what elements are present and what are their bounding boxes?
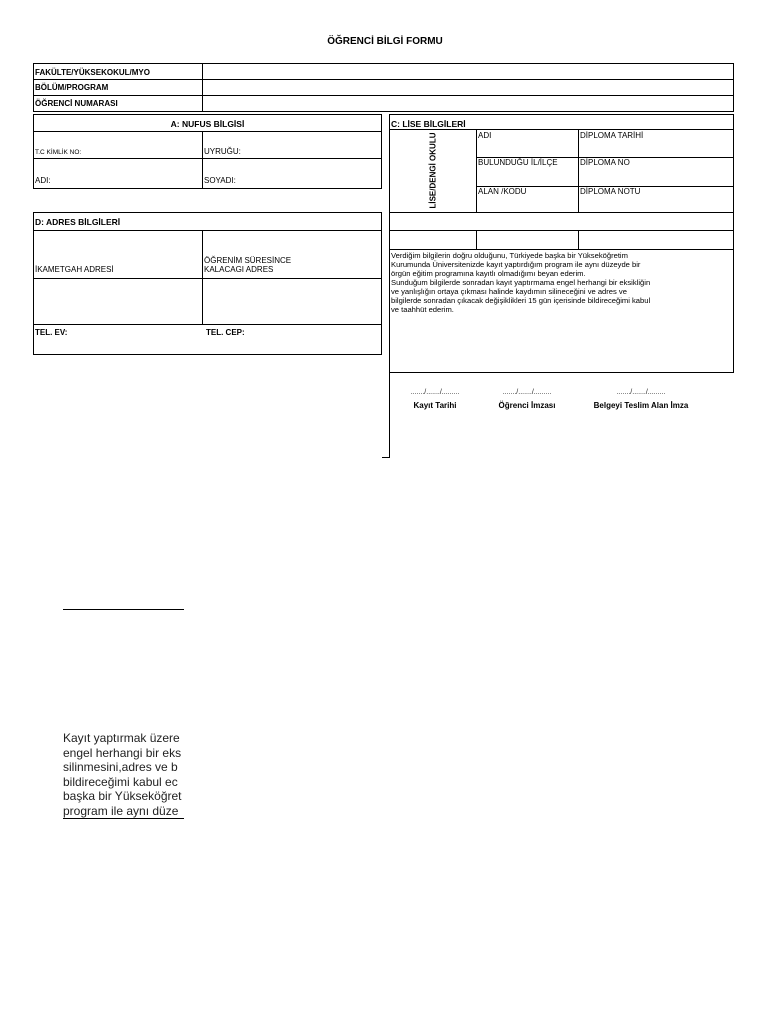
divider [389,129,734,130]
divider [33,278,382,279]
fragment-line: silinmesini,adres ve b [63,760,178,774]
department-field[interactable] [203,80,733,95]
department-label: BÖLÜM/PROGRAM [35,83,109,92]
fragment-bottom-rule [63,818,184,819]
divider [33,131,382,132]
name-label: ADI: [35,176,51,185]
declaration-line: ve taahhüt ederim. [391,305,454,314]
divider [389,114,734,115]
receiver-date-field[interactable]: ......./......./......... [616,389,666,396]
declaration-line: örgün eğitim programına kayıtlı olmadığımı beyan ederim. [391,269,586,278]
diploma-date-label: DİPLOMA TARİHİ [580,131,644,140]
school-name-label: ADI [478,131,492,140]
declaration-line: ve yanlışlığın ortaya çıkması halinde kaydımın silineceğini ve adres ve [391,287,627,296]
study-address-label-1: ÖĞRENİM SÜRESİNCE [204,256,292,265]
diploma-number-label: DİPLOMA NO [580,158,630,167]
study-address-label-2: KALACAGI ADRES [204,265,274,274]
receiver-signature-label: Belgeyi Teslim Alan İmza [593,401,689,410]
divider [33,230,382,231]
faculty-label: FAKÜLTE/YÜKSEKOKUL/MYO [35,68,150,77]
section-a-title: A: NUFUS BİLGİSİ [170,119,245,129]
faculty-field[interactable] [203,64,733,79]
declaration-line: bilgilerde sonradan çıkacak değişiklikleri 15 gün içerisinde bildireceğimi kabul [391,296,651,305]
student-number-field[interactable] [203,96,733,111]
divider [382,457,390,458]
divider [578,230,579,249]
diploma-grade-label: DİPLOMA NOTU [580,187,641,196]
nationality-label: UYRUĞU: [204,147,241,156]
divider [389,212,734,213]
divider [33,324,382,325]
home-phone-label: TEL. EV: [35,328,68,337]
fragment-top-rule [63,609,184,610]
fragment-line: program ile aynı düze [63,803,179,818]
tc-label: T.C KİMLİK NO: [35,149,82,156]
divider [202,230,203,324]
school-side-label: LİSE/DENGİ OKULU [428,132,438,209]
fragment-line: Kayıt yaptırmak üzere [63,731,180,745]
mobile-phone-label: TEL. CEP: [206,328,245,337]
fragment-line: engel herhangi bir eks [63,745,182,760]
divider [389,230,734,231]
school-location-label: BULUNDUĞU İL/İLÇE [478,158,558,167]
fragment-line: bildireceğimi kabul ec [63,774,178,789]
divider [476,129,477,212]
section-c-title: C: LİSE BİLGİLERİ [391,119,466,129]
form-title: ÖĞRENCİ BİLGİ FORMU [327,36,443,47]
registration-date-field[interactable]: ......./......./......... [410,389,460,396]
divider [389,249,734,250]
divider [578,129,579,212]
declaration-line: Kurumunda Üniversitenizde kayıt yaptırdığım program ile aynı düzeyde bir [391,260,641,269]
declaration-text [391,251,731,314]
registration-date-label: Kayıt Tarihi [413,401,457,410]
residence-address-label: İKAMETGAH ADRESİ [35,265,114,274]
declaration-line: Sunduğum bilgilerde sonradan kayıt yaptırmama engel herhangi bir eksikliğin [391,278,651,287]
divider [733,114,734,372]
student-signature-label: Öğrenci İmzası [498,401,556,410]
divider [33,158,382,159]
divider [476,230,477,249]
surname-label: SOYADI: [204,176,236,185]
declaration-line: Verdiğim bilgilerin doğru olduğunu, Türkiyede başka bir Yükseköğretim [391,251,628,260]
student-number-label: ÖĞRENCİ NUMARASI [35,99,118,108]
fragment-line: başka bir Yükseköğret [63,789,182,803]
divider [202,131,203,189]
student-date-field[interactable]: ......./......./......... [502,389,552,396]
clipped-text-fragment [63,731,184,818]
section-d-title: D: ADRES BİLGİLERİ [35,217,121,227]
field-code-label: ALAN /KODU [478,187,527,196]
divider [389,372,734,373]
